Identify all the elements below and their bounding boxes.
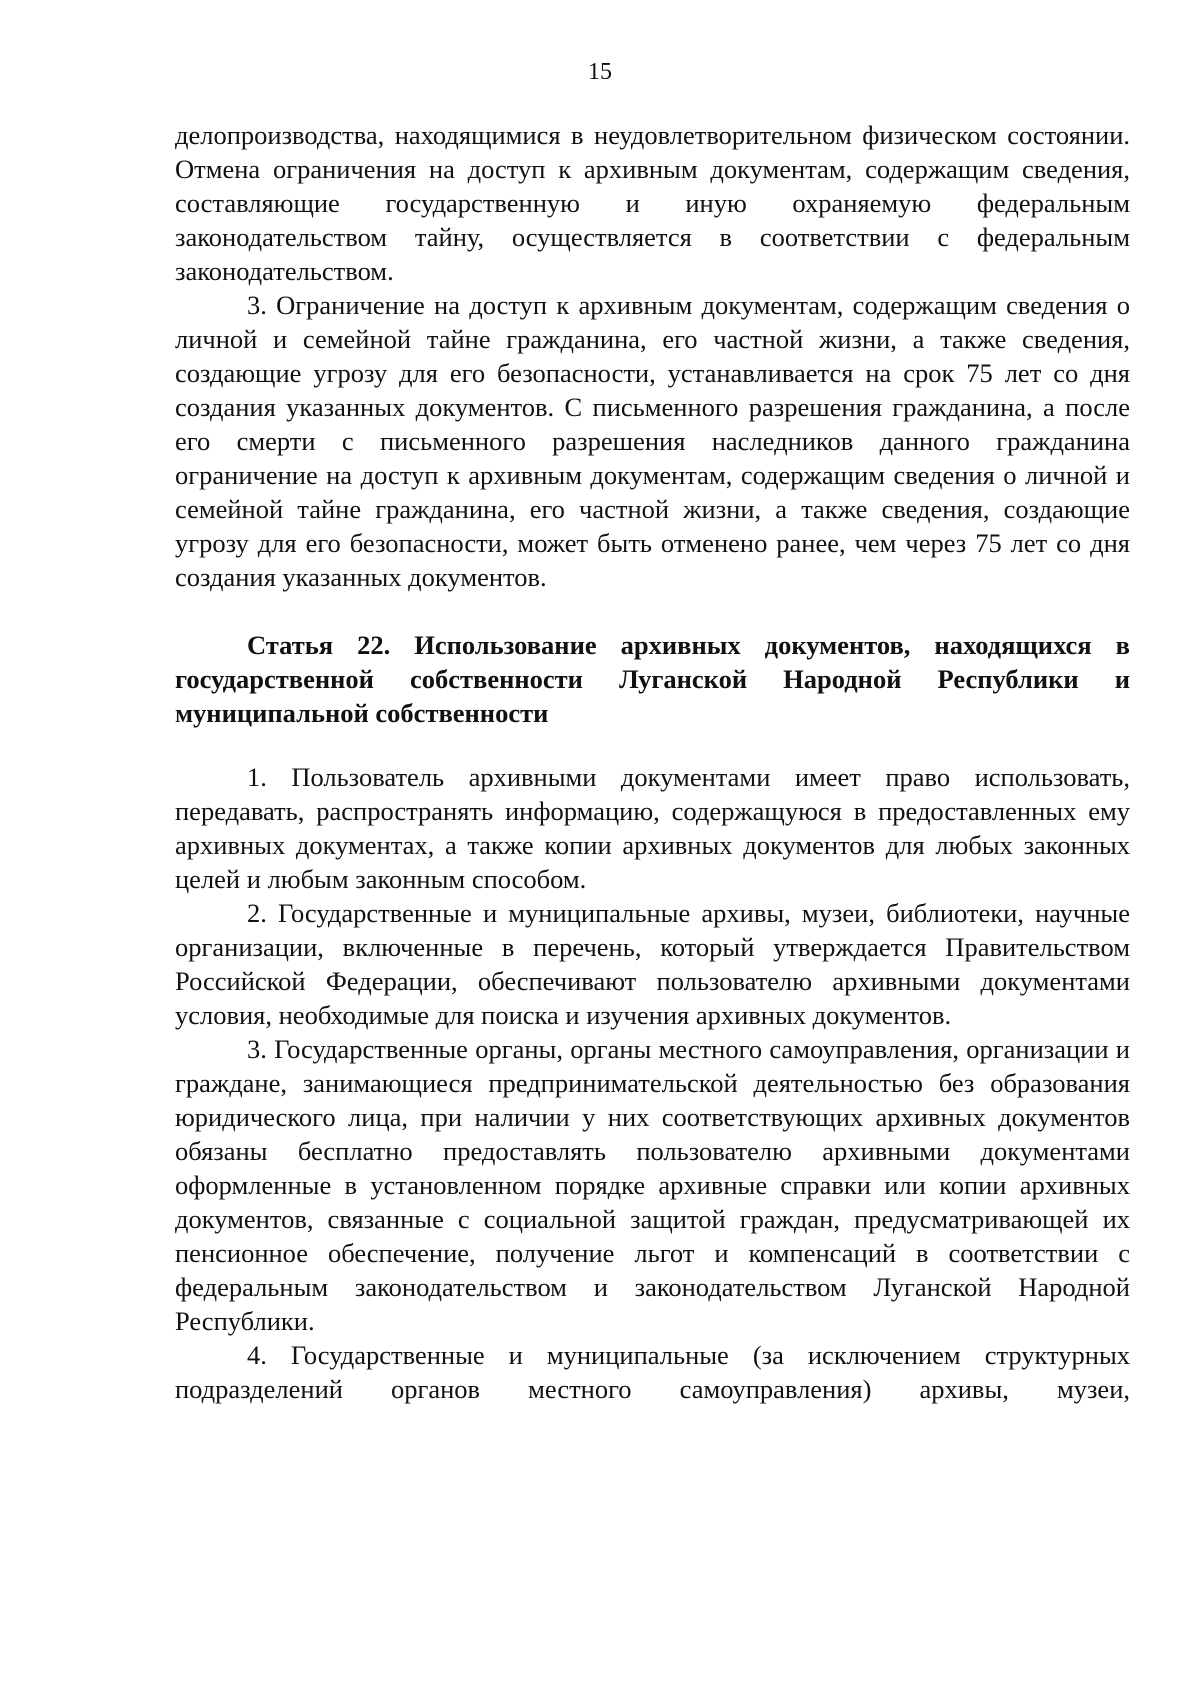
paragraph-continuation: делопроизводства, находящимися в неудовлетворительном физическом состоянии. Отмена ограничения на доступ к архивным документам, содержащим сведения, составляющие государственную и иную охраняемую федеральным законодательством тайну, осуществляется в соответствии с федеральным законодательством. xyxy=(175,120,1130,286)
article-item-3: 3. Государственные органы, органы местного самоуправления, организации и граждане, занимающиеся предпринимательской деятельностью без образования юридического лица, при наличии у них соответствующих архивных документов обязаны бесплатно предоставлять пользователю архивными документами оформленные в установленном порядке архивные справки или копии архивных документов, связанные с социальной защитой граждан, предусматривающей их пенсионное обеспечение, получение льгот и компенсаций в соответствии с федеральным законодательством и законодательством Луганской Народной Республики. xyxy=(175,1034,1130,1336)
document-body xyxy=(175,118,1130,1406)
article-22-heading: Статья 22. Использование архивных документов, находящихся в государственной собственности Луганской Народной Республики и муниципальной собственности xyxy=(175,630,1130,728)
paragraph-clause-3: 3. Ограничение на доступ к архивным документам, содержащим сведения о личной и семейной тайне гражданина, его частной жизни, а также сведения, создающие угрозу для его безопасности, устанавливается на срок 75 лет со дня создания указанных документов. С письменного разрешения гражданина, а после его смерти с письменного разрешения наследников данного гражданина ограничение на доступ к архивным документам, содержащим сведения о личной и семейной тайне гражданина, его частной жизни, а также сведения, создающие угрозу для его безопасности, может быть отменено ранее, чем через 75 лет со дня создания указанных документов. xyxy=(175,290,1130,592)
article-item-2: 2. Государственные и муниципальные архивы, музеи, библиотеки, научные организации, включенные в перечень, который утверждается Правительством Российской Федерации, обеспечивают пользователю архивными документами условия, необходимые для поиска и изучения архивных документов. xyxy=(175,898,1130,1030)
page-number: 15 xyxy=(588,59,612,85)
article-item-4: 4. Государственные и муниципальные (за исключением структурных подразделений органов местного самоуправления) архивы, музеи, xyxy=(175,1340,1130,1404)
article-item-1: 1. Пользователь архивными документами имеет право использовать, передавать, распространять информацию, содержащуюся в предоставленных ему архивных документах, а также копии архивных документов для любых законных целей и любым законным способом. xyxy=(175,762,1130,894)
